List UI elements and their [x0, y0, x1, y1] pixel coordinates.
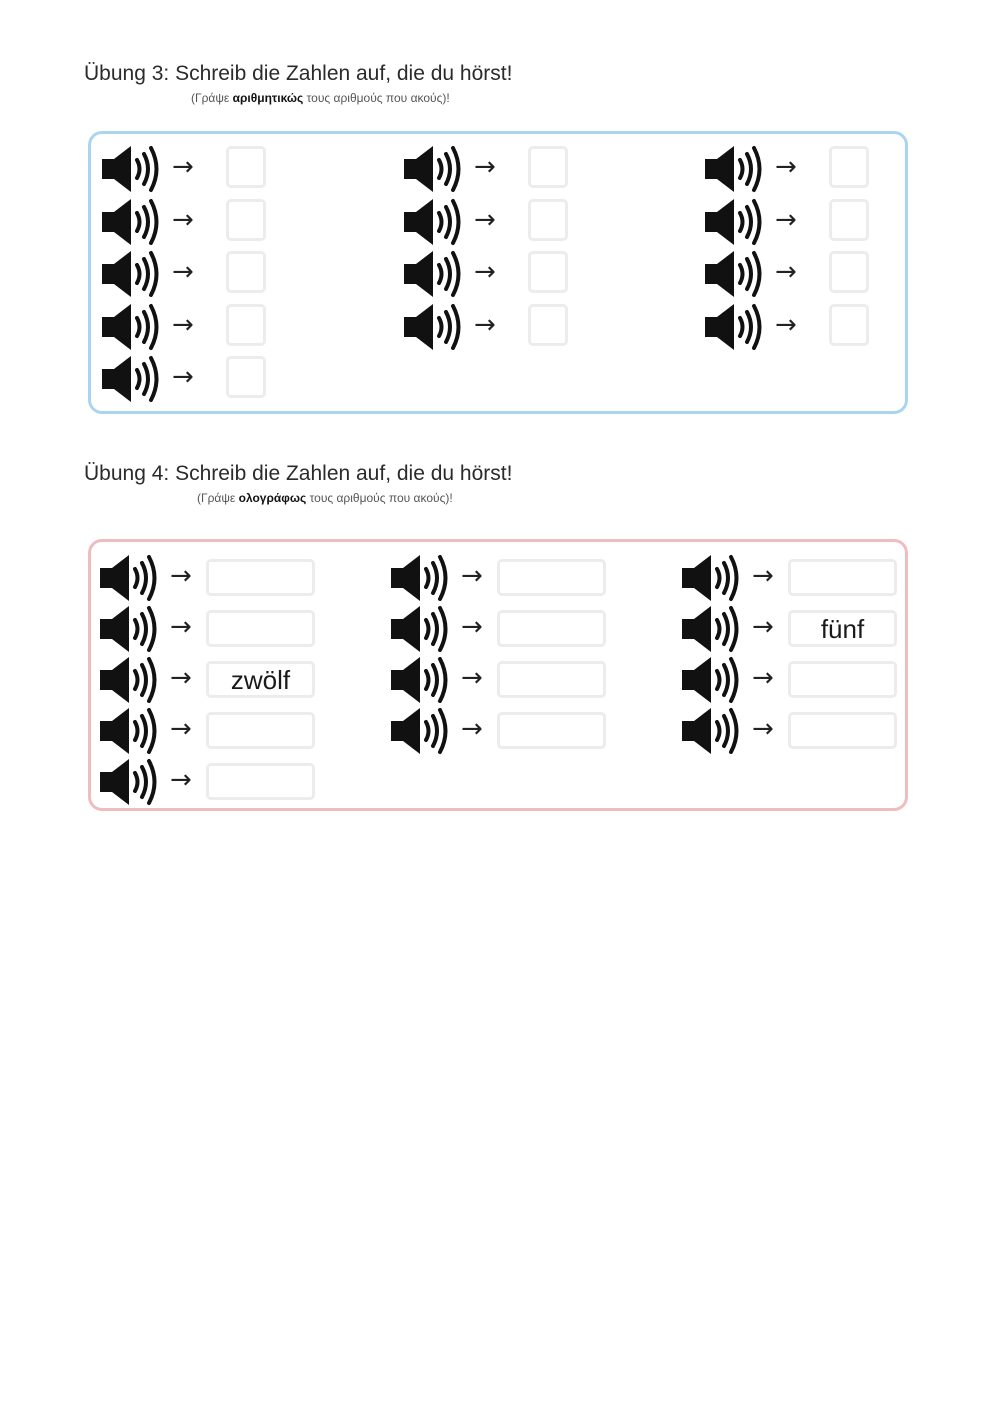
- answer-field[interactable]: [226, 146, 266, 188]
- speaker-icon: [98, 604, 162, 654]
- speaker-icon: [703, 249, 767, 299]
- speaker-icon: [402, 197, 466, 247]
- answer-field[interactable]: [829, 304, 869, 346]
- exercise-4-subtitle-bold: ολογράφως: [238, 491, 307, 505]
- answer-field[interactable]: [528, 146, 568, 188]
- answer-field[interactable]: [226, 251, 266, 293]
- speaker-icon: [100, 197, 164, 247]
- arrow-right-icon: →: [170, 714, 192, 744]
- arrow-right-icon: →: [775, 205, 797, 235]
- answer-field[interactable]: [226, 199, 266, 241]
- arrow-right-icon: →: [461, 561, 483, 591]
- speaker-icon: [98, 757, 162, 807]
- arrow-right-icon: →: [172, 205, 194, 235]
- exercise-3-title: Übung 3: Schreib die Zahlen auf, die du hörst!: [84, 62, 513, 85]
- speaker-icon: [389, 604, 453, 654]
- speaker-icon: [402, 144, 466, 194]
- answer-field[interactable]: [829, 146, 869, 188]
- arrow-right-icon: →: [172, 257, 194, 287]
- answer-field[interactable]: [829, 199, 869, 241]
- answer-field[interactable]: [206, 763, 315, 800]
- speaker-icon: [680, 655, 744, 705]
- speaker-icon: [703, 197, 767, 247]
- arrow-right-icon: →: [775, 257, 797, 287]
- speaker-icon: [680, 604, 744, 654]
- answer-text: zwölf: [230, 665, 291, 695]
- answer-field[interactable]: [206, 712, 315, 749]
- arrow-right-icon: →: [474, 257, 496, 287]
- answer-field[interactable]: [226, 304, 266, 346]
- answer-field[interactable]: [528, 251, 568, 293]
- exercise-4-subtitle: [197, 491, 453, 505]
- answer-field[interactable]: [788, 559, 897, 596]
- answer-field[interactable]: [497, 559, 606, 596]
- speaker-icon: [402, 302, 466, 352]
- arrow-right-icon: →: [461, 714, 483, 744]
- exercise-3-subtitle-bold: αριθμητικώς: [232, 91, 304, 105]
- arrow-right-icon: →: [170, 663, 192, 693]
- arrow-right-icon: →: [474, 205, 496, 235]
- arrow-right-icon: →: [752, 612, 774, 642]
- arrow-right-icon: →: [775, 310, 797, 340]
- answer-field[interactable]: [788, 661, 897, 698]
- arrow-right-icon: →: [461, 663, 483, 693]
- speaker-icon: [703, 302, 767, 352]
- arrow-right-icon: →: [474, 310, 496, 340]
- speaker-icon: [100, 302, 164, 352]
- exercise-4-subtitle-post: τους αριθμούς που ακούς)!: [306, 491, 453, 505]
- speaker-icon: [100, 144, 164, 194]
- arrow-right-icon: →: [775, 152, 797, 182]
- speaker-icon: [680, 553, 744, 603]
- answer-field[interactable]: [206, 661, 315, 698]
- speaker-icon: [98, 706, 162, 756]
- speaker-icon: [100, 249, 164, 299]
- answer-text: fünf: [820, 614, 865, 644]
- answer-field[interactable]: [829, 251, 869, 293]
- answer-field[interactable]: [528, 199, 568, 241]
- speaker-icon: [389, 706, 453, 756]
- answer-field[interactable]: [497, 712, 606, 749]
- answer-field[interactable]: [206, 559, 315, 596]
- arrow-right-icon: →: [752, 714, 774, 744]
- arrow-right-icon: →: [170, 612, 192, 642]
- answer-field[interactable]: [497, 661, 606, 698]
- exercise-3-subtitle: [191, 91, 450, 105]
- answer-field[interactable]: [788, 712, 897, 749]
- speaker-icon: [402, 249, 466, 299]
- arrow-right-icon: →: [172, 310, 194, 340]
- arrow-right-icon: →: [170, 561, 192, 591]
- arrow-right-icon: →: [172, 152, 194, 182]
- exercise-3-subtitle-pre: (Γράψε: [191, 91, 233, 105]
- speaker-icon: [389, 553, 453, 603]
- answer-field[interactable]: [226, 356, 266, 398]
- speaker-icon: [98, 655, 162, 705]
- arrow-right-icon: →: [172, 362, 194, 392]
- exercise-4-title: Übung 4: Schreib die Zahlen auf, die du hörst!: [84, 462, 513, 485]
- speaker-icon: [703, 144, 767, 194]
- answer-field[interactable]: [206, 610, 315, 647]
- answer-field[interactable]: [788, 610, 897, 647]
- arrow-right-icon: →: [170, 765, 192, 795]
- answer-field[interactable]: [497, 610, 606, 647]
- arrow-right-icon: →: [752, 663, 774, 693]
- speaker-icon: [98, 553, 162, 603]
- arrow-right-icon: →: [461, 612, 483, 642]
- answer-field[interactable]: [528, 304, 568, 346]
- speaker-icon: [100, 354, 164, 404]
- arrow-right-icon: →: [752, 561, 774, 591]
- speaker-icon: [680, 706, 744, 756]
- exercise-4-subtitle-pre: (Γράψε: [197, 491, 239, 505]
- exercise-3-subtitle-post: τους αριθμούς που ακούς)!: [303, 91, 450, 105]
- speaker-icon: [389, 655, 453, 705]
- arrow-right-icon: →: [474, 152, 496, 182]
